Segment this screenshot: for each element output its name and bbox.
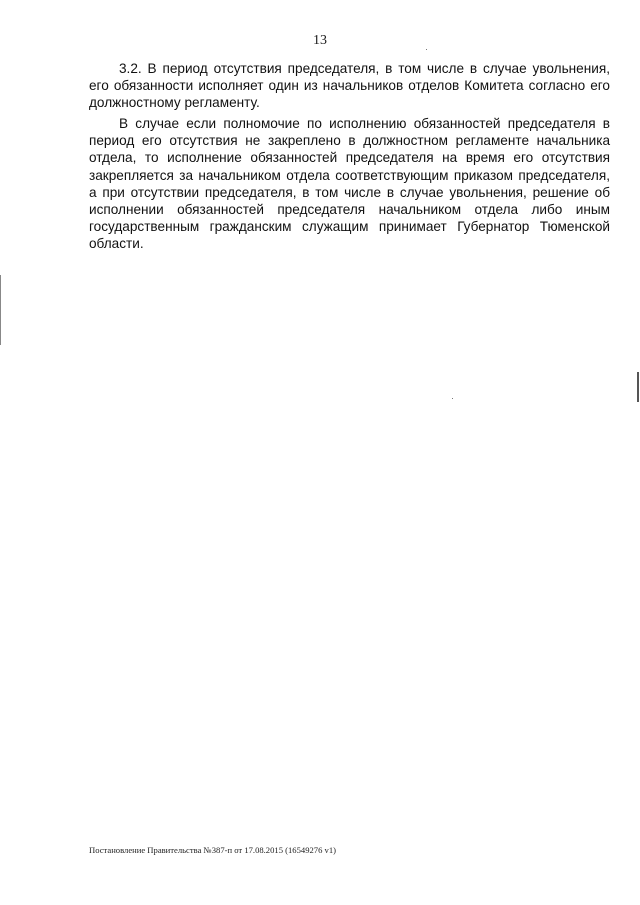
paragraph-acting-duties: В случае если полномочие по исполнению обязанностей председателя в период его отсутствия не закреплено в должностном регламенте начальника отдела, то исполнение обязанностей председателя на время его отсутствия закрепляется за начальником отдела соответствующим приказом председателя, а при отсутствии председателя, в том числе в случае увольнения, решение об исполнении обязанностей председателя начальником отдела либо иным государственным гражданским служащим принимает Губернатор Тюменской области. [89,116,610,252]
page-number: 13 [313,33,327,48]
paragraph-3-2: 3.2. В период отсутствия председателя, в том числе в случае увольнения, его обязанности исполняет один из начальников отделов Комитета согласно его должностному регламенту. [89,61,610,111]
document-footer: Постановление Правительства №387-п от 17.08.2015 (16549276 v1) [89,845,336,855]
scan-edge-mark-right [637,372,639,402]
scan-edge-mark-left [0,275,1,345]
scan-speck [426,49,427,50]
scan-speck [452,398,453,399]
